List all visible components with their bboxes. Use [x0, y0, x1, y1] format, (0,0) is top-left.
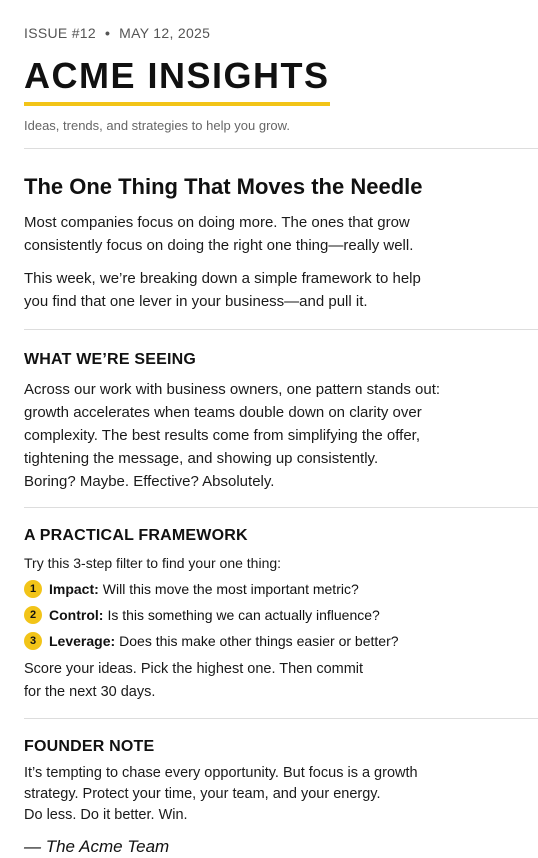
lead-paragraph-1-line: Most companies focus on doing more. The ones that grow: [24, 214, 410, 231]
step-text: Will this move the most important metric?: [102, 581, 359, 597]
step-number-badge: 2: [24, 606, 42, 624]
founder-line: Do less. Do it better. Win.: [24, 807, 188, 823]
framework-outro: [24, 658, 514, 704]
framework-outro-line: for the next 30 days.: [24, 684, 156, 700]
framework-step: [24, 576, 514, 602]
step-number-badge: 1: [24, 580, 42, 598]
lead-paragraph-2-line: you find that one lever in your business—and pull it.: [24, 293, 368, 310]
seeing-paragraph: [24, 378, 514, 493]
step-label: Leverage:: [49, 633, 116, 649]
framework-steps: [24, 576, 514, 654]
lead-paragraph-1: [24, 211, 514, 257]
lead-paragraph-2-line: This week, we’re breaking down a simple framework to help: [24, 270, 421, 287]
lead-paragraph-1-line: consistently focus on doing the right one thing—really well.: [24, 237, 414, 254]
step-label: Impact:: [49, 581, 99, 597]
founder-section-title: FOUNDER NOTE: [24, 738, 155, 755]
seeing-line: growth accelerates when teams double down on clarity over: [24, 404, 422, 421]
seeing-line: Across our work with business owners, one pattern stands out:: [24, 381, 441, 398]
framework-step: [24, 628, 514, 654]
founder-line: It’s tempting to chase every opportunity. But focus is a growth: [24, 765, 418, 781]
newsletter-title: ACME INSIGHTS: [24, 56, 330, 106]
step-text: Is this something we can actually influence?: [107, 607, 380, 623]
step-label: Control:: [49, 607, 104, 623]
meta-separator: •: [104, 25, 111, 41]
framework-section-title: A PRACTICAL FRAMEWORK: [24, 527, 248, 544]
section-divider: [24, 329, 538, 330]
step-text: Does this make other things easier or better?: [119, 633, 399, 649]
framework-intro: Try this 3-step filter to find your one thing:: [24, 555, 282, 571]
seeing-line: Boring? Maybe. Effective? Absolutely.: [24, 473, 275, 490]
step-number-badge: 3: [24, 632, 42, 650]
section-divider: [24, 148, 538, 149]
framework-step: [24, 602, 514, 628]
founder-line: strategy. Protect your time, your team, and your energy.: [24, 786, 381, 802]
newsletter-tagline: Ideas, trends, and strategies to help you grow.: [24, 118, 290, 133]
signature: — The Acme Team: [24, 837, 170, 856]
section-divider: [24, 507, 538, 508]
framework-outro-line: Score your ideas. Pick the highest one. Then commit: [24, 661, 364, 677]
seeing-line: complexity. The best results come from simplifying the offer,: [24, 427, 420, 444]
lead-article-title: The One Thing That Moves the Needle: [24, 174, 423, 199]
issue-meta: [24, 24, 514, 42]
lead-paragraph-2: [24, 267, 514, 313]
seeing-line: tightening the message, and showing up consistently.: [24, 450, 379, 467]
issue-date: MAY 12, 2025: [119, 25, 211, 41]
section-divider: [24, 718, 538, 719]
issue-number: ISSUE #12: [24, 25, 96, 41]
founder-paragraph: [24, 763, 514, 826]
seeing-section-title: WHAT WE’RE SEEING: [24, 351, 196, 368]
